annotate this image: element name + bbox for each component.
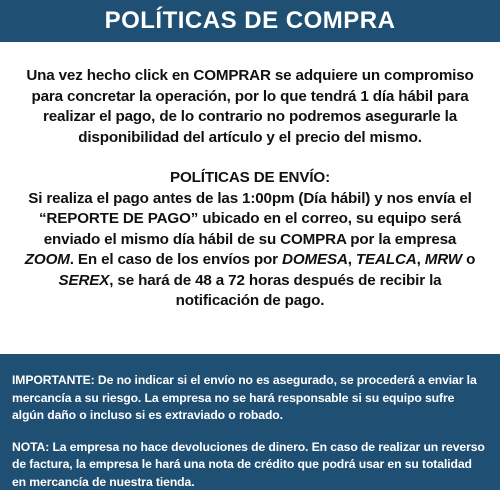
footer-banner (0, 354, 500, 490)
carrier-tealca: TEALCA (356, 251, 417, 268)
carrier-serex: SEREX (59, 272, 110, 289)
separator: , (348, 251, 356, 268)
carrier-domesa: DOMESA (282, 251, 348, 268)
important-notice: IMPORTANTE: De no indicar si el envío no es asegurado, se procederá a enviar la mercancía a su riesgo. La empresa no se hará responsable si su equipo sufre algún daño o incluso si es extraviado o robado. (12, 372, 488, 425)
page-title: POLÍTICAS DE COMPRA (105, 7, 396, 35)
shipping-text-part3: , se hará de 48 a 72 horas después de recibir la notificación de pago. (109, 272, 441, 310)
separator: o (462, 251, 475, 268)
shipping-text-part1: Si realiza el pago antes de las 1:00pm (Día hábil) y nos envía el “REPORTE DE PAGO” ubicado en el correo, su equipo será enviado el mismo día hábil de su COMPRA por la empresa (28, 190, 472, 248)
refund-note: NOTA: La empresa no hace devoluciones de dinero. En caso de realizar un reverso de factura, la empresa le hará una nota de crédito que podrá usar en su totalidad en mercancía de nuestra tienda. (12, 439, 488, 491)
carrier-zoom: ZOOM (25, 251, 70, 268)
shipping-text-part2: . En el caso de los envíos por (70, 251, 282, 268)
header-banner (0, 0, 500, 42)
carrier-mrw: MRW (425, 251, 462, 268)
shipping-policy (24, 168, 476, 312)
shipping-policy-title: POLÍTICAS DE ENVÍO: (24, 168, 476, 189)
separator: , (417, 251, 425, 268)
purchase-policy-text: Una vez hecho click en COMPRAR se adquiere un compromiso para concretar la operación, por lo que tendrá 1 día hábil para realizar el pago, de lo contrario no podremos asegurarle la disponibilidad del artículo y el precio del mismo. (24, 66, 476, 148)
policy-content (0, 42, 500, 354)
